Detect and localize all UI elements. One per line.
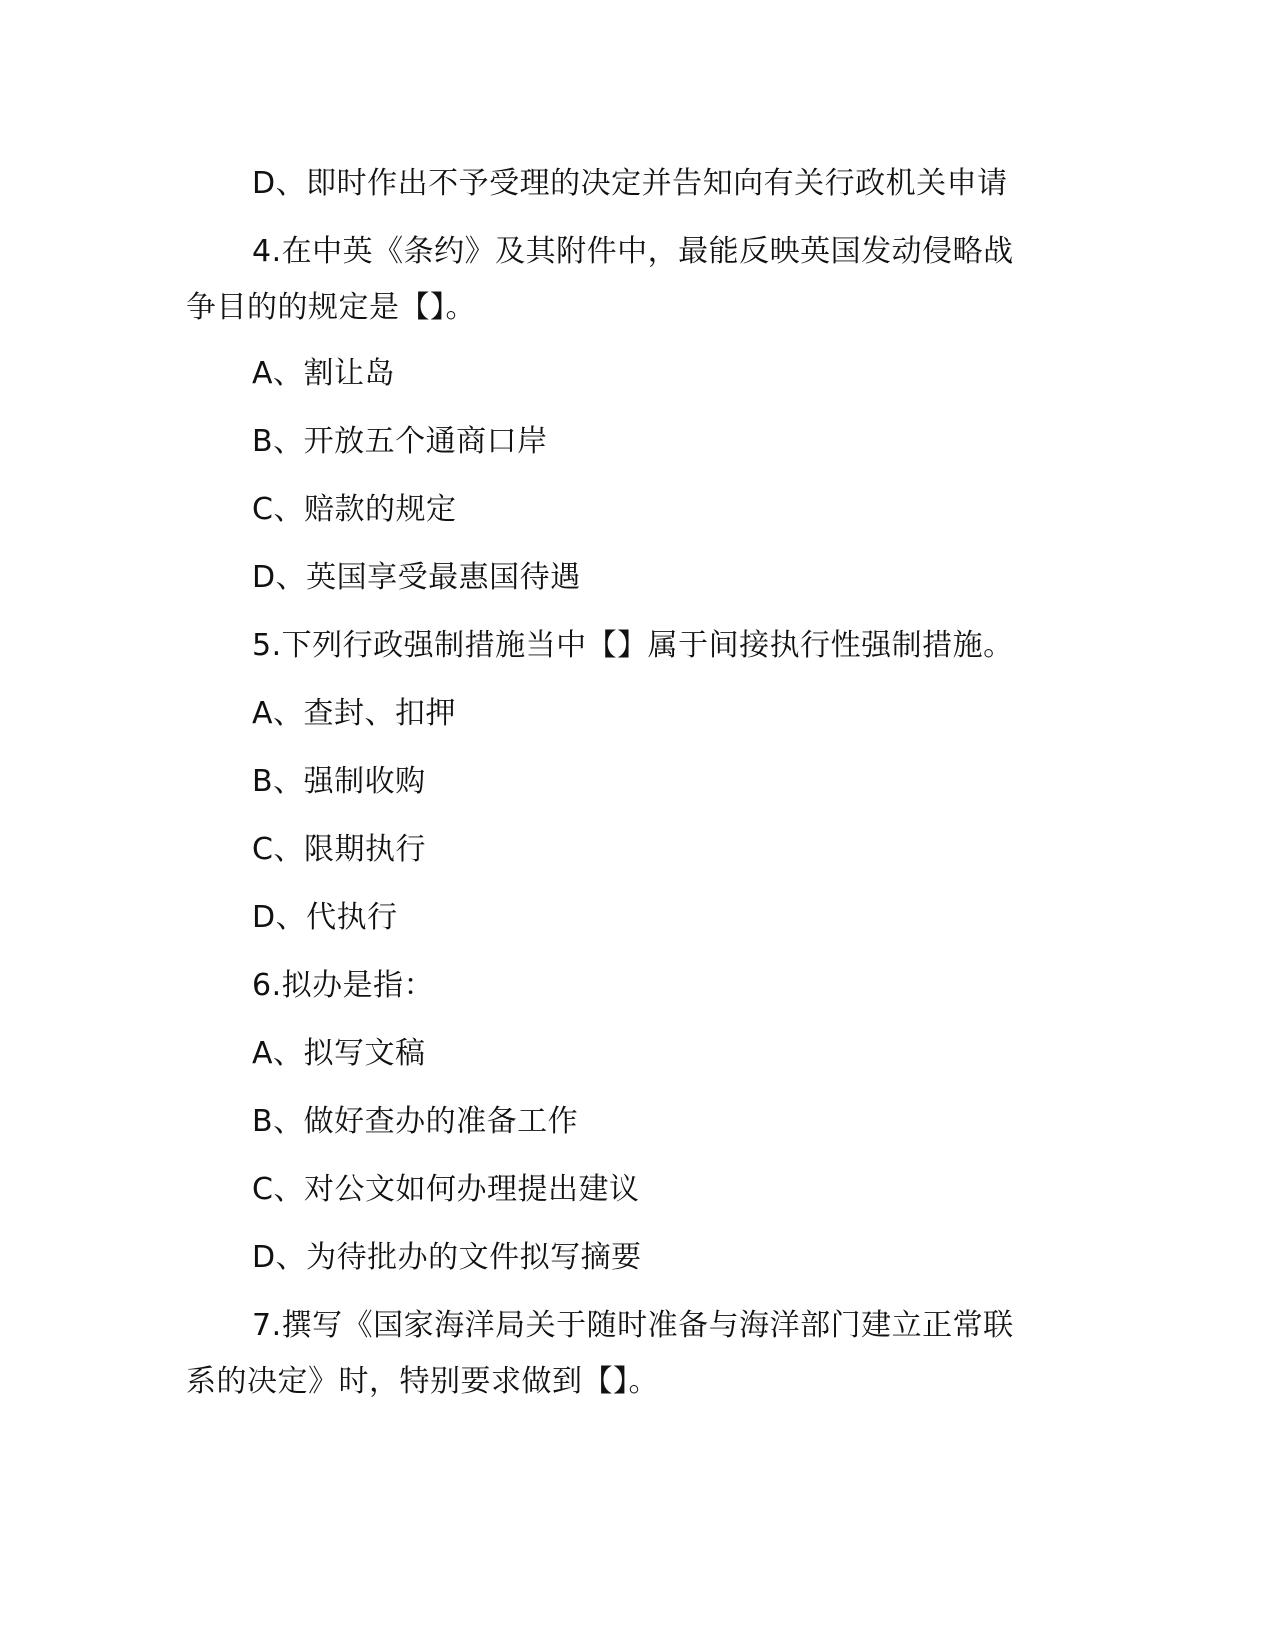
option-5d: D、代执行 xyxy=(252,900,398,935)
question-4-line-1: 4.在中英《条约》及其附件中，最能反映英国发动侵略战 xyxy=(252,234,1014,269)
option-3d: D、即时作出不予受理的决定并告知向有关行政机关申请 xyxy=(252,166,1008,201)
option-6d: D、为待批办的文件拟写摘要 xyxy=(252,1240,642,1275)
option-4c: C、赔款的规定 xyxy=(252,492,457,527)
option-4a: A、割让岛 xyxy=(252,356,396,391)
question-5: 5.下列行政强制措施当中【】属于间接执行性强制措施。 xyxy=(252,628,1014,663)
option-4b: B、开放五个通商口岸 xyxy=(252,424,548,459)
option-5a: A、查封、扣押 xyxy=(252,696,457,731)
option-6a: A、拟写文稿 xyxy=(252,1036,426,1071)
question-7-line-1: 7.撰写《国家海洋局关于随时准备与海洋部门建立正常联 xyxy=(252,1308,1014,1343)
option-5c: C、限期执行 xyxy=(252,832,426,867)
question-4-line-2: 争目的的规定是【】。 xyxy=(186,290,476,325)
question-7-line-2: 系的决定》时，特别要求做到【】。 xyxy=(186,1364,659,1399)
option-5b: B、强制收购 xyxy=(252,764,426,799)
option-4d: D、英国享受最惠国待遇 xyxy=(252,560,581,595)
option-6b: B、做好查办的准备工作 xyxy=(252,1104,579,1139)
question-6: 6.拟办是指： xyxy=(252,968,435,1003)
option-6c: C、对公文如何办理提出建议 xyxy=(252,1172,640,1207)
